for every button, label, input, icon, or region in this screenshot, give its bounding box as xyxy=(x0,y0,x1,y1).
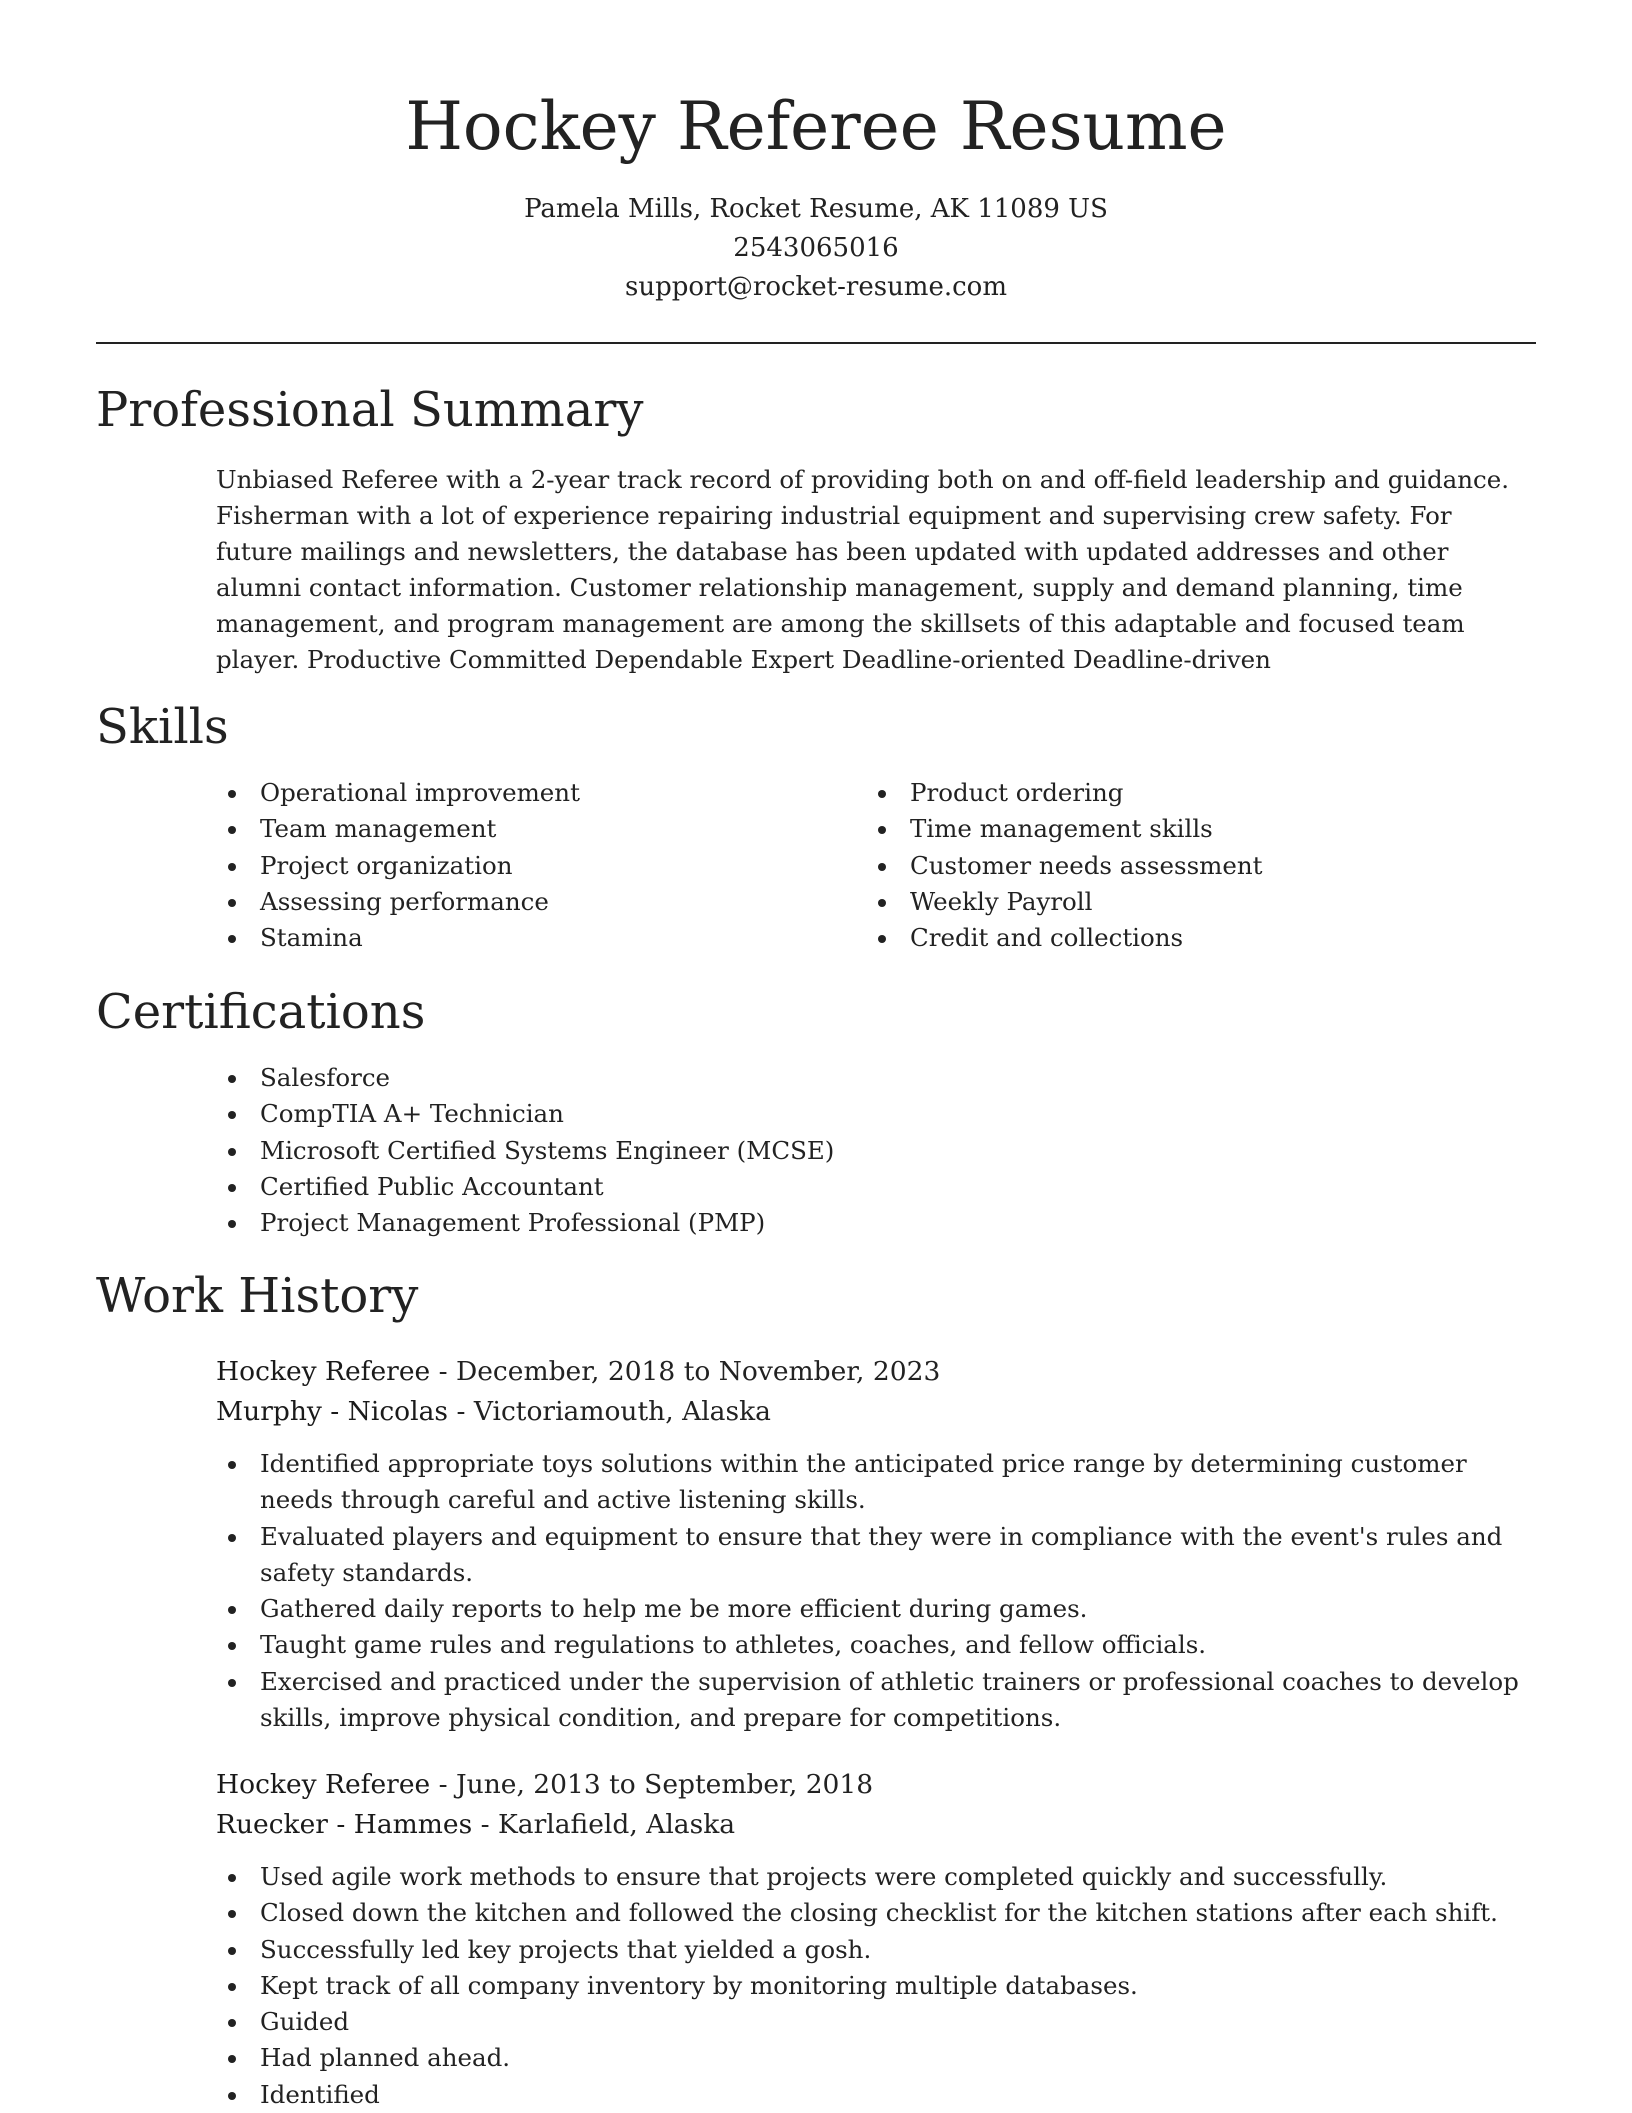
list-item: Stamina xyxy=(216,920,856,956)
skills-list-right xyxy=(866,775,1526,956)
job-location: - Victoriamouth, Alaska xyxy=(448,1396,771,1427)
list-item: Credit and collections xyxy=(866,920,1526,956)
contact-phone: 2543065016 xyxy=(733,233,899,263)
list-item: Taught game rules and regulations to athletes, coaches, and fellow officials. xyxy=(216,1627,1536,1663)
job-title-line xyxy=(216,1352,940,1392)
list-item: Evaluated players and equipment to ensure that they were in compliance with the event's rules and safety standards. xyxy=(216,1519,1536,1592)
list-item: Exercised and practiced under the supervision of athletic trainers or professional coaches to develop skills, improve physical condition, and prepare for competitions. xyxy=(216,1664,1536,1737)
list-item: Identified xyxy=(216,2077,1536,2113)
resume-title: Hockey Referee Resume xyxy=(405,88,1227,165)
job-company-line xyxy=(216,1392,771,1432)
job-role: Hockey Referee xyxy=(216,1356,431,1387)
contact-email: support@rocket-resume.com xyxy=(624,272,1007,302)
contact-address: Pamela Mills, Rocket Resume, AK 11089 US xyxy=(524,194,1108,224)
job-dates: - June, 2013 to September, 2018 xyxy=(430,1769,874,1800)
job-title-line xyxy=(216,1765,873,1805)
list-item: Had planned ahead. xyxy=(216,2040,1536,2076)
list-item: Successfully led key projects that yielded a gosh. xyxy=(216,1932,1536,1968)
summary-heading: Professional Summary xyxy=(96,382,644,438)
job-location: - Karlafield, Alaska xyxy=(472,1809,736,1840)
job-dates: - December, 2018 to November, 2023 xyxy=(430,1356,941,1387)
list-item: Identified appropriate toys solutions within the anticipated price range by determining customer needs through careful and active listening skills. xyxy=(216,1446,1536,1519)
job-company: Ruecker - Hammes xyxy=(216,1809,473,1840)
list-item: Project organization xyxy=(216,848,856,884)
job-role: Hockey Referee xyxy=(216,1769,431,1800)
list-item: Closed down the kitchen and followed the closing checklist for the kitchen stations after each shift. xyxy=(216,1895,1536,1931)
list-item: Microsoft Certified Systems Engineer (MCSE) xyxy=(216,1133,1516,1169)
certifications-list xyxy=(216,1060,1516,1241)
list-item: Gathered daily reports to help me be more efficient during games. xyxy=(216,1591,1536,1627)
list-item: Team management xyxy=(216,811,856,847)
list-item: Time management skills xyxy=(866,811,1526,847)
list-item: Product ordering xyxy=(866,775,1526,811)
job-duties-list xyxy=(216,1859,1536,2113)
list-item: Salesforce xyxy=(216,1060,1516,1096)
list-item: Weekly Payroll xyxy=(866,884,1526,920)
list-item: Used agile work methods to ensure that projects were completed quickly and successfully. xyxy=(216,1859,1536,1895)
list-item: Kept track of all company inventory by monitoring multiple databases. xyxy=(216,1968,1536,2004)
list-item: Guided xyxy=(216,2004,1536,2040)
list-item: Project Management Professional (PMP) xyxy=(216,1205,1516,1241)
certifications-heading: Certifications xyxy=(96,984,426,1040)
list-item: Operational improvement xyxy=(216,775,856,811)
skills-list-left xyxy=(216,775,856,956)
list-item: Assessing performance xyxy=(216,884,856,920)
list-item: CompTIA A+ Technician xyxy=(216,1096,1516,1132)
list-item: Certified Public Accountant xyxy=(216,1169,1516,1205)
job-company-line xyxy=(216,1805,735,1845)
job-company: Murphy - Nicolas xyxy=(216,1396,449,1427)
skills-heading: Skills xyxy=(96,699,229,755)
job-duties-list xyxy=(216,1446,1536,1736)
header-divider xyxy=(96,342,1536,344)
summary-text: Unbiased Referee with a 2-year track record of providing both on and off-field leadership and guidance. Fisherman with a lot of experience repairing industrial equipment and supervising crew safety. For future mailings and newsletters, the database has been updated with updated addresses and other alumni contact information. Customer relationship management, supply and demand planning, time management, and program management are among the skillsets of this adaptable and focused team player. Productive Committed Dependable Expert Deadline-oriented Deadline-driven xyxy=(216,465,1510,674)
work-history-heading: Work History xyxy=(96,1268,419,1324)
contact-block xyxy=(0,190,1632,307)
list-item: Customer needs assessment xyxy=(866,848,1526,884)
